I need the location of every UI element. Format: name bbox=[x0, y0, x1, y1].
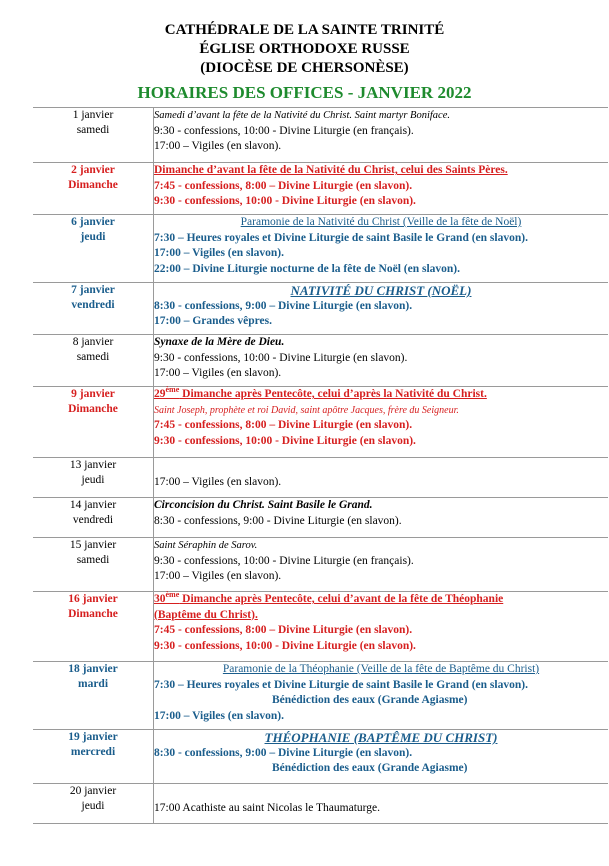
weekday: vendredi bbox=[72, 514, 114, 526]
date-cell bbox=[33, 662, 154, 730]
schedule-row bbox=[33, 592, 608, 662]
service-line: Bénédiction des eaux (Grande Agiasme) bbox=[272, 762, 468, 775]
service-line: 8:30 - confessions, 9:00 – Divine Liturgie (en slavon). bbox=[154, 299, 413, 312]
day: 20 janvier bbox=[69, 785, 117, 797]
schedule-row bbox=[33, 163, 608, 215]
date-cell bbox=[33, 498, 154, 538]
day: 1 janvier bbox=[72, 109, 114, 121]
service-line: 17:00 – Vigiles (en slavon). bbox=[154, 709, 285, 722]
date-cell bbox=[33, 730, 154, 784]
service-line: 9:30 - confessions, 10:00 - Divine Liturgie (en slavon). bbox=[154, 639, 416, 652]
date-cell bbox=[33, 215, 154, 283]
service-line: 22:00 – Divine Liturgie nocturne de la fête de Noël (en slavon). bbox=[154, 262, 460, 275]
day: 19 janvier bbox=[68, 731, 118, 743]
schedule-row bbox=[33, 538, 608, 592]
service-line: 7:45 - confessions, 8:00 – Divine Liturgie (en slavon). bbox=[154, 419, 413, 432]
feast-title: Synaxe de la Mère de Dieu. bbox=[154, 336, 285, 348]
date-cell bbox=[33, 784, 154, 824]
date-cell bbox=[33, 163, 154, 215]
service-line: 17:00 – Vigiles (en slavon). bbox=[154, 367, 282, 380]
services-cell bbox=[154, 387, 609, 458]
date-cell bbox=[33, 108, 154, 163]
church-name: ÉGLISE ORTHODOXE RUSSE bbox=[199, 41, 410, 57]
schedule-row bbox=[33, 458, 608, 498]
service-line: 7:45 - confessions, 8:00 – Divine Liturgie (en slavon). bbox=[154, 179, 413, 192]
services-cell bbox=[154, 458, 609, 498]
day: 8 janvier bbox=[72, 336, 114, 348]
service-line: 7:30 – Heures royales et Divine Liturgie de saint Basile le Grand (en slavon). bbox=[154, 678, 528, 691]
day: 6 janvier bbox=[71, 216, 115, 228]
weekday: Dimanche bbox=[68, 608, 118, 620]
service-line: 8:30 - confessions, 9:00 – Divine Liturgie (en slavon). bbox=[154, 746, 413, 759]
feast-title: Dimanche d’avant la fête de la Nativité du Christ, celui des Saints Pères. bbox=[154, 164, 508, 176]
date-cell bbox=[33, 592, 154, 662]
day: 13 janvier bbox=[69, 459, 117, 471]
schedule-row bbox=[33, 387, 608, 458]
feast-title bbox=[154, 592, 608, 608]
date-cell bbox=[33, 335, 154, 387]
feast-title: Paramonie de la Nativité du Christ (Veille de la fête de Noël) bbox=[240, 216, 522, 228]
schedule-table bbox=[33, 107, 608, 824]
feast-title-text: Dimanche après Pentecôte, celui d’avant de la fête de Théophanie bbox=[179, 593, 504, 605]
feast-title: Circoncision du Christ. Saint Basile le Grand. bbox=[154, 499, 373, 511]
weekday: vendredi bbox=[71, 299, 115, 311]
ordinal-suffix: ème bbox=[165, 385, 180, 395]
service-line: 9:30 - confessions, 10:00 - Divine Liturgie (en français). bbox=[154, 554, 414, 567]
feast-title: Paramonie de la Théophanie (Veille de la fête de Baptême du Christ) bbox=[222, 663, 540, 675]
weekday: samedi bbox=[76, 554, 110, 566]
services-cell bbox=[154, 784, 609, 824]
day: 2 janvier bbox=[71, 164, 115, 176]
sunday-number: 30 bbox=[154, 593, 166, 605]
cathedral-name: CATHÉDRALE DE LA SAINTE TRINITÉ bbox=[164, 22, 445, 38]
feast-title-text: Dimanche après Pentecôte, celui d’après la Nativité du Christ. bbox=[179, 388, 487, 400]
day: 9 janvier bbox=[71, 388, 115, 400]
day: 15 janvier bbox=[69, 539, 117, 551]
weekday: jeudi bbox=[81, 474, 105, 486]
schedule-row bbox=[33, 662, 608, 730]
weekday: jeudi bbox=[80, 231, 106, 243]
feast-title: THÉOPHANIE (BAPTÊME DU CHRIST) bbox=[264, 730, 498, 745]
schedule-row bbox=[33, 108, 608, 163]
weekday: mercredi bbox=[70, 746, 116, 758]
day: 18 janvier bbox=[68, 663, 118, 675]
schedule-row bbox=[33, 283, 608, 335]
services-cell bbox=[154, 283, 609, 335]
services-cell bbox=[154, 538, 609, 592]
day: 14 janvier bbox=[69, 499, 117, 511]
ordinal-suffix: ème bbox=[165, 590, 180, 600]
weekday: jeudi bbox=[81, 800, 105, 812]
service-line: 8:30 - confessions, 9:00 - Divine Liturgie (en slavon). bbox=[154, 514, 402, 527]
services-cell bbox=[154, 335, 609, 387]
service-line: 9:30 - confessions, 10:00 - Divine Liturgie (en slavon). bbox=[154, 195, 416, 208]
weekday: Dimanche bbox=[68, 179, 118, 191]
service-line: 9:30 - confessions, 10:00 - Divine Liturgie (en français). bbox=[154, 124, 414, 137]
service-line: 7:30 – Heures royales et Divine Liturgie de saint Basile le Grand (en slavon). bbox=[154, 231, 528, 244]
schedule-row bbox=[33, 784, 608, 824]
date-cell bbox=[33, 458, 154, 498]
services-cell bbox=[154, 498, 609, 538]
feast-title bbox=[154, 387, 608, 403]
weekday: samedi bbox=[76, 351, 110, 363]
sunday-number: 29 bbox=[154, 388, 166, 400]
diocese-name: (DIOCÈSE DE CHERSONÈSE) bbox=[200, 60, 409, 76]
feast-note: Samedi d’avant la fête de la Nativité du Christ. Saint martyr Boniface. bbox=[154, 110, 450, 121]
service-line: 17:00 Acathiste au saint Nicolas le Thaumaturge. bbox=[154, 802, 381, 815]
schedule-row bbox=[33, 335, 608, 387]
weekday: mardi bbox=[77, 678, 109, 690]
services-cell bbox=[154, 662, 609, 730]
date-cell bbox=[33, 283, 154, 335]
service-line: Bénédiction des eaux (Grande Agiasme) bbox=[272, 694, 468, 707]
service-line: 17:00 – Vigiles (en slavon). bbox=[154, 570, 282, 583]
date-cell bbox=[33, 538, 154, 592]
feast-note: Saint Séraphin de Sarov. bbox=[154, 540, 258, 551]
service-line: 17:00 – Vigiles (en slavon). bbox=[154, 247, 285, 260]
schedule-row bbox=[33, 498, 608, 538]
service-line: 17:00 – Grandes vêpres. bbox=[154, 315, 272, 328]
feast-title: NATIVITÉ DU CHRIST (NOËL) bbox=[290, 283, 472, 298]
day: 7 janvier bbox=[71, 284, 115, 296]
saints-note: Saint Joseph, prophète et roi David, saint apôtre Jacques, frère du Seigneur. bbox=[154, 404, 459, 416]
date-cell bbox=[33, 387, 154, 458]
services-cell bbox=[154, 592, 609, 662]
page-title: HORAIRES DES OFFICES - JANVIER 2022 bbox=[137, 83, 472, 102]
weekday: Dimanche bbox=[68, 403, 118, 415]
schedule-row bbox=[33, 730, 608, 784]
schedule-row bbox=[33, 215, 608, 283]
day: 16 janvier bbox=[68, 593, 118, 605]
services-cell bbox=[154, 163, 609, 215]
service-line: 17:00 – Vigiles (en slavon). bbox=[154, 476, 282, 489]
services-cell bbox=[154, 730, 609, 784]
service-line: 17:00 – Vigiles (en slavon). bbox=[154, 140, 282, 153]
feast-title-cont: (Baptême du Christ). bbox=[154, 608, 258, 621]
weekday: samedi bbox=[76, 124, 110, 136]
services-cell bbox=[154, 108, 609, 163]
service-line: 7:45 - confessions, 8:00 – Divine Liturgie (en slavon). bbox=[154, 624, 413, 637]
service-line: 9:30 - confessions, 10:00 - Divine Liturgie (en slavon). bbox=[154, 434, 416, 447]
service-line: 9:30 - confessions, 10:00 - Divine Liturgie (en slavon). bbox=[154, 351, 408, 364]
services-cell bbox=[154, 215, 609, 283]
